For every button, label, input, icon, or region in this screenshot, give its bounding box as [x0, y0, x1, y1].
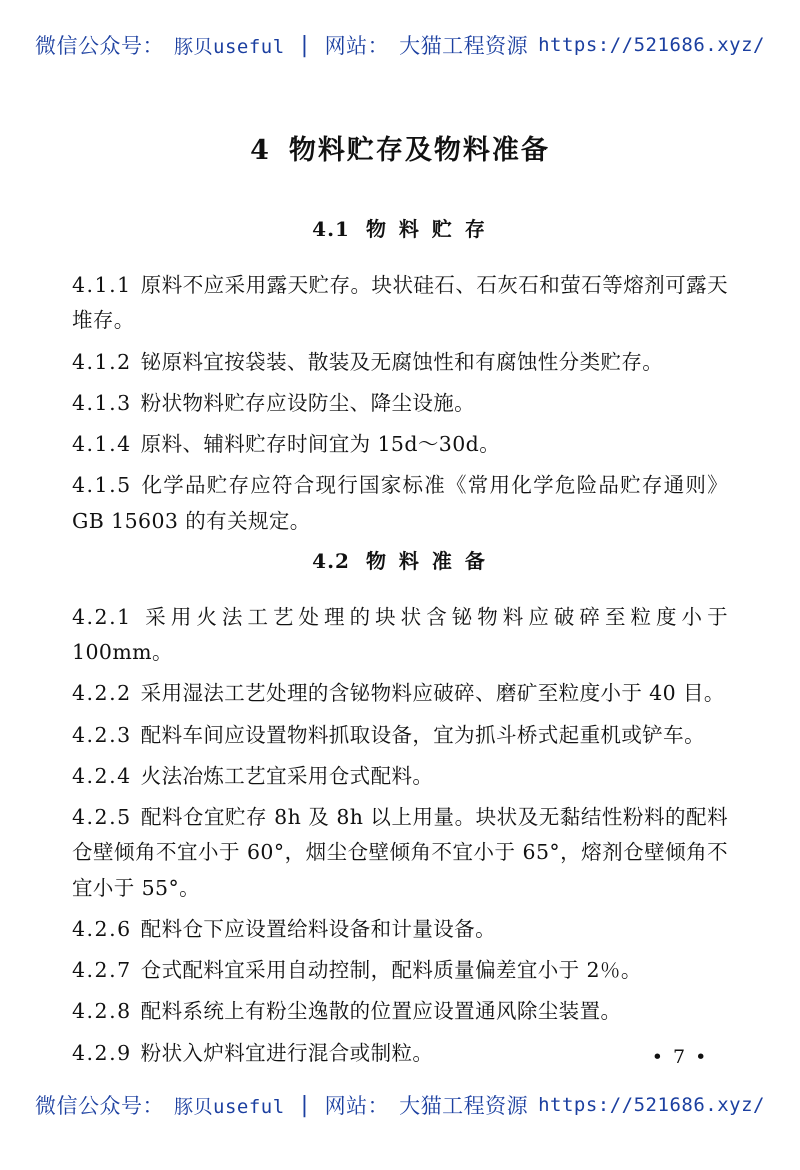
clause-number: 4.2.6 — [72, 916, 132, 941]
clause-number: 4.1.4 — [72, 432, 132, 456]
watermark-separator: | — [300, 32, 309, 58]
clause-number: 4.1.2 — [72, 349, 132, 374]
watermark-wechat-name: 豚贝useful — [174, 1095, 285, 1118]
clause-text: 铋原料宜按袋装、散装及无腐蚀性和有腐蚀性分类贮存。 — [140, 349, 664, 374]
clause-text: 采用湿法工艺处理的含铋物料应破碎、磨矿至粒度小于 40 目。 — [140, 681, 725, 706]
chapter-title-text: 物料贮存及物料准备 — [288, 135, 550, 166]
clause-number: 4.2.5 — [72, 805, 132, 829]
document-body — [72, 128, 728, 1077]
clause-4-2-6 — [72, 912, 728, 947]
clause-number: 4.2.9 — [72, 1040, 132, 1065]
watermark-site-label: 网站： — [324, 34, 390, 58]
watermark-bottom — [0, 1090, 800, 1120]
clause-4-2-8 — [72, 994, 728, 1029]
clause-4-1-4 — [72, 427, 728, 462]
clause-4-2-2 — [72, 676, 728, 711]
clause-text: 原料不应采用露天贮存。块状硅石、石灰石和萤石等熔剂可露天堆存。 — [72, 273, 728, 333]
clause-4-2-3 — [72, 718, 728, 753]
section-number-4-1: 4.1 — [312, 217, 350, 241]
clause-number: 4.2.8 — [72, 999, 132, 1024]
clause-4-2-4 — [72, 759, 728, 794]
clause-4-1-2 — [72, 345, 728, 380]
clause-number: 4.2.3 — [72, 722, 132, 747]
clause-number: 4.1.5 — [72, 473, 132, 498]
clause-text: 仓式配料宜采用自动控制，配料质量偏差宜小于 2％。 — [140, 958, 642, 982]
clause-number: 4.2.1 — [72, 604, 132, 629]
watermark-url: https://521686.xyz/ — [538, 34, 765, 56]
clause-text: 火法冶炼工艺宜采用仓式配料。 — [140, 763, 434, 788]
clause-text: 配料仓宜贮存 8h 及 8h 以上用量。块状及无黏结性粉料的配料仓壁倾角不宜小于 60°，烟尘仓壁倾角不宜小于 65°，熔剂仓壁倾角不宜小于 55°。 — [72, 805, 728, 900]
watermark-top — [0, 30, 800, 60]
section-title-text-4-2: 物 料 准 备 — [365, 548, 488, 573]
chapter-title — [72, 128, 728, 167]
section-number-4-2: 4.2 — [312, 548, 350, 573]
clause-4-2-1 — [72, 600, 728, 671]
clause-number: 4.1.3 — [72, 390, 132, 415]
clause-4-1-1 — [72, 268, 728, 339]
watermark-site-label: 网站： — [324, 1094, 390, 1118]
page-number: • 7 • — [651, 1046, 709, 1068]
chapter-number: 4 — [250, 135, 271, 166]
clause-text: 化学品贮存应符合现行国家标准《常用化学危险品贮存通则》GB 15603 的有关规定。 — [72, 473, 728, 533]
clause-4-1-3 — [72, 386, 728, 421]
clause-text: 采用火法工艺处理的块状含铋物料应破碎至粒度小于 100mm。 — [72, 604, 728, 664]
clause-4-2-5 — [72, 800, 728, 906]
clause-text: 配料仓下应设置给料设备和计量设备。 — [140, 916, 496, 941]
clause-text: 粉状入炉料宜进行混合或制粒。 — [140, 1040, 434, 1065]
clause-number: 4.1.1 — [72, 273, 132, 297]
clause-text: 配料车间应设置物料抓取设备，宜为抓斗桥式起重机或铲车。 — [140, 722, 705, 747]
watermark-separator: | — [300, 1092, 309, 1118]
clause-4-1-5 — [72, 468, 728, 539]
clause-text: 粉状物料贮存应设防尘、降尘设施。 — [140, 390, 476, 415]
watermark-url: https://521686.xyz/ — [538, 1094, 765, 1116]
watermark-site-name: 大猫工程资源 — [399, 1094, 529, 1118]
clause-text: 配料系统上有粉尘逸散的位置应设置通风除尘装置。 — [140, 999, 622, 1024]
section-title-4-2 — [72, 545, 728, 574]
watermark-wechat-name: 豚贝useful — [174, 35, 285, 58]
section-title-text-4-1: 物 料 贮 存 — [365, 217, 488, 241]
clause-number: 4.2.7 — [72, 958, 132, 982]
clause-number: 4.2.2 — [72, 681, 132, 706]
watermark-wechat-label: 微信公众号： — [35, 34, 165, 58]
clause-4-2-7 — [72, 953, 728, 988]
clause-text: 原料、辅料贮存时间宜为 15d～30d。 — [140, 432, 501, 456]
watermark-wechat-label: 微信公众号： — [35, 1094, 165, 1118]
section-title-4-1 — [72, 213, 728, 242]
watermark-site-name: 大猫工程资源 — [399, 34, 529, 58]
clause-number: 4.2.4 — [72, 763, 132, 788]
